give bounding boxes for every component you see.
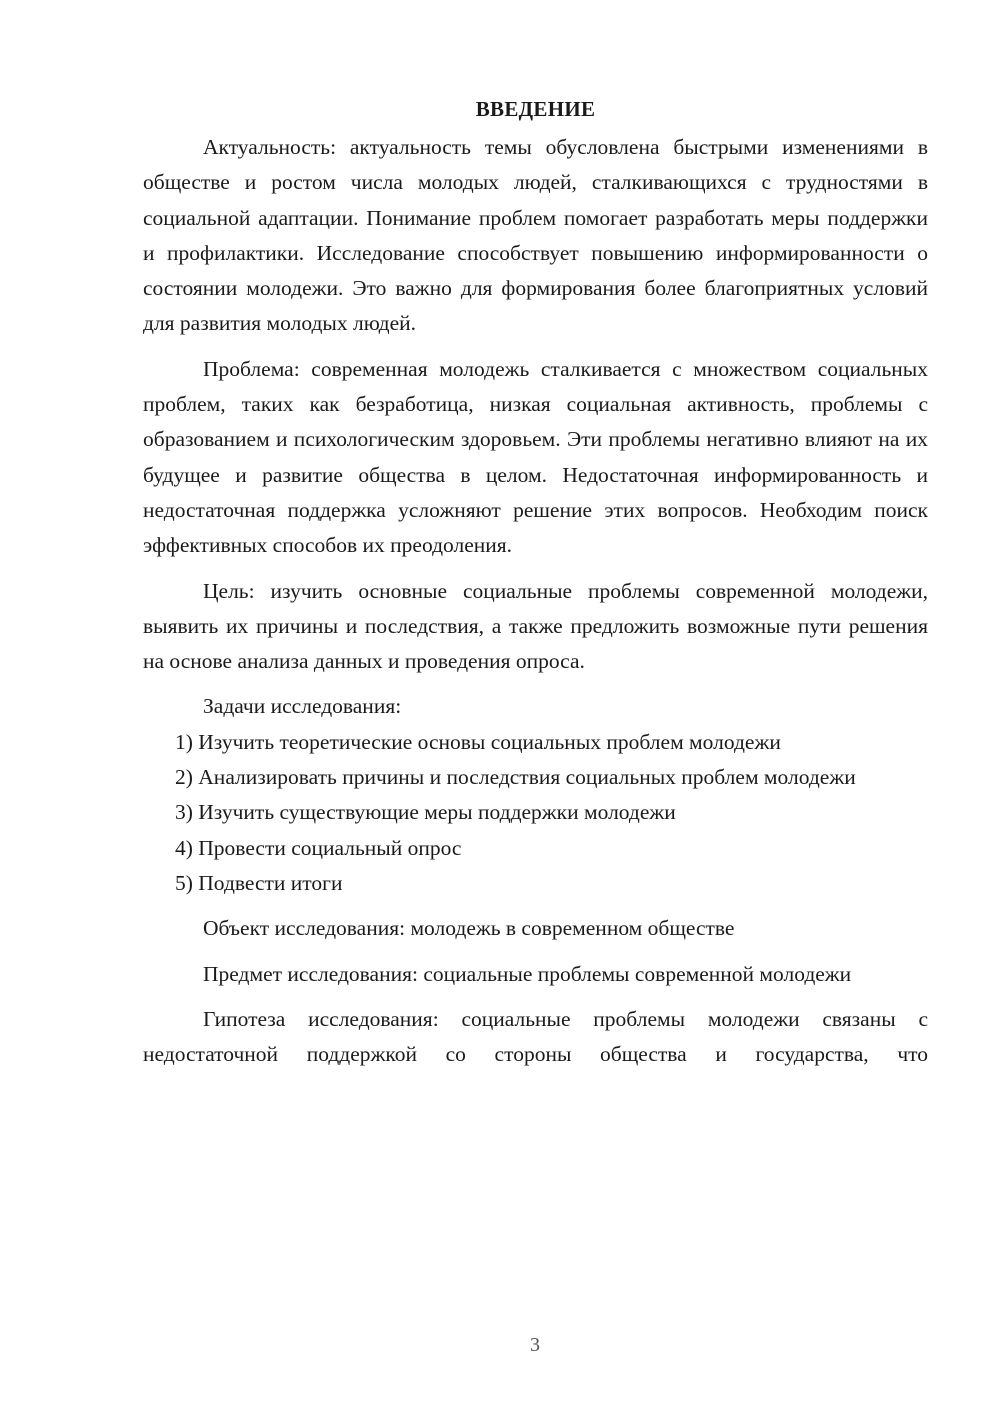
task-item-2: 2) Анализировать причины и последствия социальных проблем молодежи (175, 765, 856, 790)
paragraph-problem: Проблема: современная молодежь сталкивается с множеством социальных проблем, таких как безработица, низкая социальная активность, проблемы с образованием и психологическим здоровьем. Эти проблемы негативно влияют на их будущее и развитие общества в целом. Недостаточная информированность и недостаточная поддержка усложняют решение этих вопросов. Необходим поиск эффективных способов их преодоления. (143, 356, 928, 558)
tasks-heading: Задачи исследования: (203, 694, 402, 719)
task-item-4: 4) Провести социальный опрос (175, 835, 462, 860)
paragraph-subject: Предмет исследования: социальные проблемы современной молодежи (203, 961, 852, 986)
task-item-3: 3) Изучить существующие меры поддержки молодежи (175, 800, 676, 825)
task-item-5: 5) Подвести итоги (175, 870, 343, 895)
paragraph-relevance: Актуальность: актуальность темы обусловлена быстрыми изменениями в обществе и ростом числа молодых людей, сталкивающихся с трудностями в социальной адаптации. Понимание проблем помогает разработать меры поддержки и профилактики. Исследование способствует повышению информированности о состоянии молодежи. Это важно для формирования более благоприятных условий для развития молодых людей. (143, 135, 928, 336)
document-page (143, 90, 928, 1072)
paragraph-goal: Цель: изучить основные социальные проблемы современной молодежи, выявить их причины и последствия, а также предложить возможные пути решения на основе анализа данных и проведения опроса. (143, 578, 928, 674)
paragraph-object: Объект исследования: молодежь в современном обществе (203, 916, 735, 941)
page-number: 3 (530, 1334, 540, 1356)
section-title: ВВЕДЕНИЕ (475, 97, 596, 121)
task-item-1: 1) Изучить теоретические основы социальных проблем молодежи (175, 729, 781, 754)
paragraph-hypothesis: Гипотеза исследования: социальные проблемы молодежи связаны с недостаточной поддержкой со стороны общества и государства, что (143, 1006, 928, 1067)
